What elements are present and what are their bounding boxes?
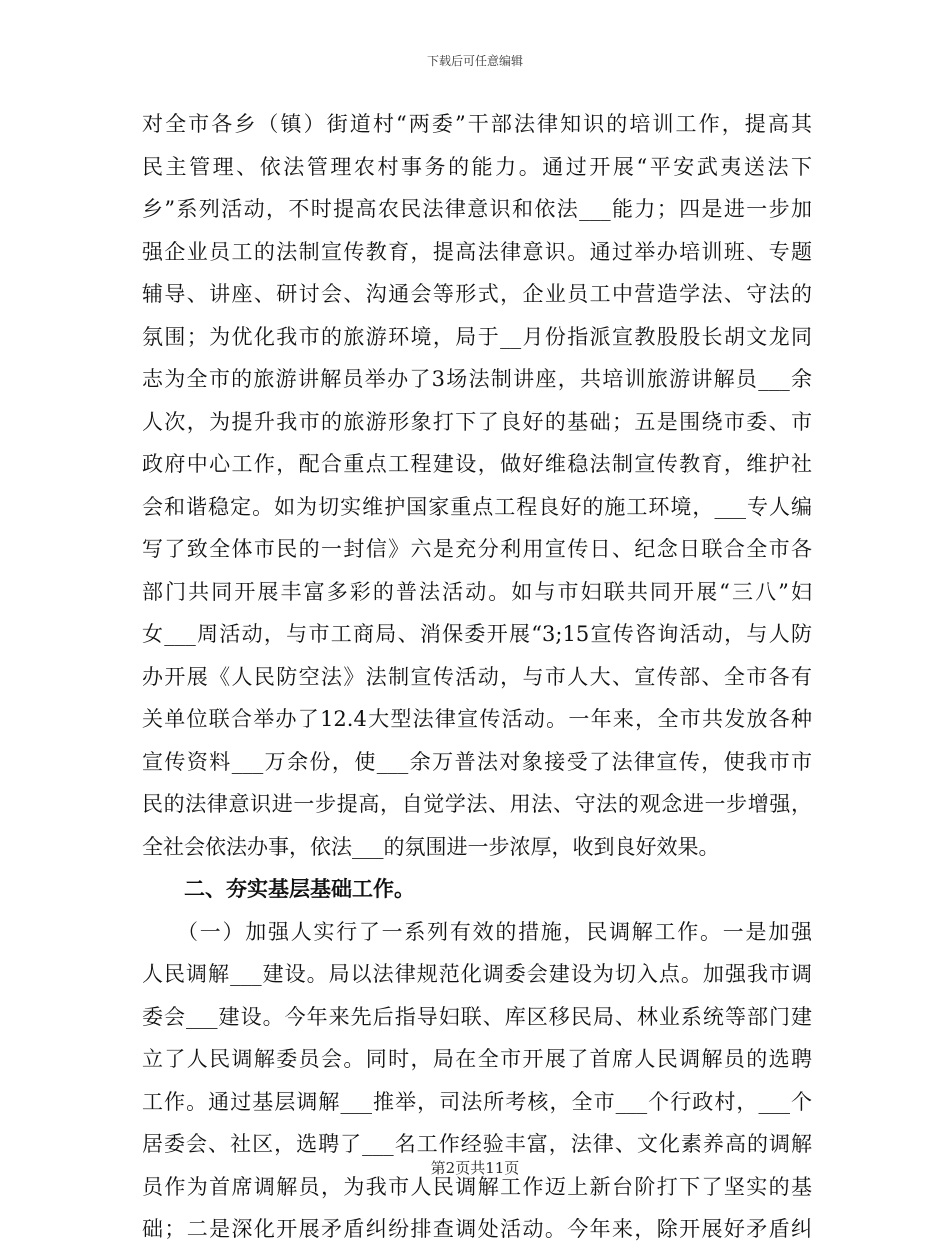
text-line: （一）加强人实行了一系列有效的措施，民调解工作。一是加强 <box>142 919 812 944</box>
text-line: 政府中心工作，配合重点工程建设，做好维稳法制宣传教育，维护社 <box>142 452 812 476</box>
text-line: 工作。通过基层调解___推举，司法所考核，全市___个行政村，___个 <box>142 1089 812 1114</box>
text-line: 全社会依法办事，依法___的氛围进一步浓厚，收到良好效果。 <box>142 834 720 859</box>
page-number: 第2页共11页 <box>430 1159 520 1177</box>
text-line: 乡”系列活动，不时提高农民法律意识和依法___能力；四是进一步加 <box>142 197 812 221</box>
text-line: 对全市各乡（镇）街道村“两委”干部法律知识的培训工作，提高其 <box>142 112 812 136</box>
text-line: 立了人民调解委员会。同时，局在全市开展了首席人民调解员的选聘 <box>142 1047 812 1071</box>
text-line: 关单位联合举办了12.4大型法律宣传活动。一年来，全市共发放各种 <box>142 707 812 731</box>
text-line: 强企业员工的法制宣传教育，提高法律意识。通过举办培训班、专题 <box>142 239 812 264</box>
text-line: 部门共同开展丰富多彩的普法活动。如与市妇联共同开展“三八”妇 <box>142 579 812 604</box>
text-line: 氛围；为优化我市的旅游环境，局于__月份指派宣教股股长胡文龙同 <box>142 324 812 349</box>
text-line: 础；二是深化开展矛盾纠纷排查调处活动。今年来，除开展好矛盾纠 <box>142 1217 812 1241</box>
text-line: 女___周活动，与市工商局、消保委开展“3;15宣传咨询活动，与人防 <box>142 622 812 646</box>
text-line: 委会___建设。今年来先后指导妇联、库区移民局、林业系统等部门建 <box>142 1004 812 1029</box>
text-line: 志为全市的旅游讲解员举办了3场法制讲座，共培训旅游讲解员___余 <box>142 367 812 391</box>
page-header: 下载后可任意编辑 <box>426 54 523 68</box>
text-line: 人次，为提升我市的旅游形象打下了良好的基础；五是围绕市委、市 <box>142 409 812 434</box>
text-line: 写了致全体市民的一封信》六是充分利用宣传日、纪念日联合全市各 <box>142 537 812 561</box>
text-line: 居委会、社区，选聘了___名工作经验丰富，法律、文化素养高的调解 <box>142 1132 812 1156</box>
text-line: 民的法律意识进一步提高，自觉学法、用法、守法的观念进一步增强， <box>142 792 812 816</box>
text-line: 员作为首席调解员，为我市人民调解工作迈上新台阶打下了坚实的基 <box>142 1174 812 1199</box>
document-body <box>142 103 812 1251</box>
text-line: 人民调解___建设。局以法律规范化调委会建设为切入点。加强我市调 <box>142 962 812 986</box>
text-line: 办开展《人民防空法》法制宣传活动，与市人大、宣传部、全市各有 <box>142 664 812 689</box>
section-heading: 二、夯实基层基础工作。 <box>142 876 415 901</box>
text-line: 民主管理、依法管理农村事务的能力。通过开展“平安武夷送法下 <box>142 154 812 179</box>
text-line: 宣传资料___万余份，使___余万普法对象接受了法律宣传，使我市市 <box>142 749 812 774</box>
text-line: 会和谐稳定。如为切实维护国家重点工程良好的施工环境，___专人编 <box>142 494 812 519</box>
text-line: 辅导、讲座、研讨会、沟通会等形式，企业员工中营造学法、守法的 <box>142 282 812 306</box>
